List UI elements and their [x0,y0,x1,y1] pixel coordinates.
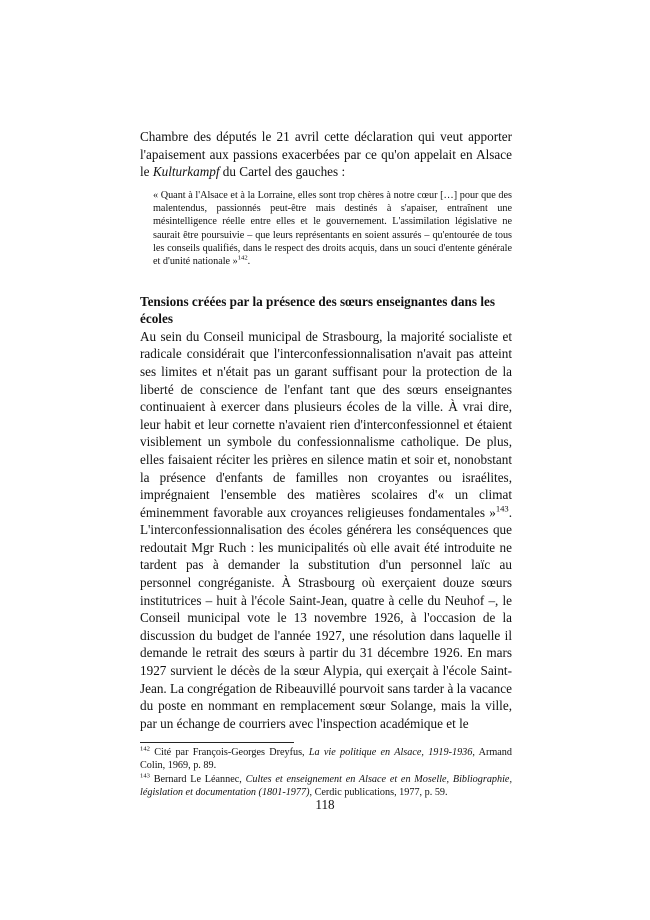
footnote-143 [140,773,512,799]
footnote-text: Cité par François-Georges Dreyfus, [149,747,309,759]
footnote-title: La vie politique en Alsace, 1919-1936 [308,747,473,759]
intro-text-end: du Cartel des gauches : [219,164,346,180]
footnote-text: , Armand Colin, 1969, p. 89. [140,747,512,772]
section-heading: Tensions créées par la présence des sœurs enseignantes dans les écoles [140,293,495,327]
footnote-separator [140,742,294,743]
footnote-text: , Cerdic publications, 1977, p. 59. [309,787,448,799]
paragraph-text-2: . L'interconfessionnalisation des écoles générera les conséquences que redoutait Mgr Ruch : les municipalités où elle avait été introduite ne tardent pas à demander la substitution d'un personnel laïc au personnel congréganiste. À Strasbourg où exerçaient douze sœurs institutrices – huit à l'école Saint-Jean, quatre à celle du Neuhof –, le Conseil municipal vote le 13 novembre 1926, à l'occasion de la discussion du budget de l'année 1927, une résolution dans laquelle il demande le retrait des sœurs à partir du 31 décembre 1926. En mars 1927 survient le décès de la sœur Alypia, qui exerçait à l'école Saint-Jean. La congrégation de Ribeauvillé pourvoit sans tarder à la vacance du poste en nommant en remplacement sœur Solange, mais la ville, par un échange de courriers avec l'inspection académique et le [140,504,512,731]
paragraph-text-1: Au sein du Conseil municipal de Strasbourg, la majorité socialiste et radicale considérait que l'interconfessionnalisation n'avait pas atteint ses limites et n'était pas un garant suffisant pour la protection de la liberté de conscience de l'enfant tant que des sœurs enseignantes continuaient à exercer dans plusieurs écoles de la ville. À vrai dire, leur habit et leur cornette n'avaient rien d'interconfessionnel et étaient visiblement un symbole du confessionnalisme catholique. De plus, elles faisaient réciter les prières en silence matin et soir et, nonobstant la présence d'enfants de familles non croyantes ou israélites, imprégnaient l'ensemble des matières scolaires d'« un climat éminemment favorable aux croyances religieuses fondamentales » [140,328,512,520]
footnote-142 [140,746,512,772]
block-quote [153,189,512,269]
footnote-number: 143 [140,773,150,781]
quote-end: . [247,256,251,268]
page-body [140,128,512,800]
intro-paragraph [140,128,512,181]
page-number: 118 [315,797,335,812]
footnote-ref-143[interactable]: 143 [495,503,509,514]
kulturkampf-term: Kulturkampf [152,164,220,180]
footnote-number: 142 [140,746,150,754]
footnote-title: Cultes et enseignement en Alsace et en Moselle, Bibliographie, législation et documentation (1801-1977) [140,774,512,799]
footnotes [140,746,512,799]
footnote-text: Bernard Le Léannec, [149,774,246,786]
quote-text: « Quant à l'Alsace et à la Lorraine, elles sont trop chères à notre cœur […] pour que des malentendus, passionnés peut-être mais destinés à s'apaiser, entraînent une mésintelligence réelle entre elles et le gouvernement. L'assimilation législative ne saurait être poursuivie – que leurs représentants en soient assurés – qu'entourée de tous les conseils qualifiés, dans le respect des droits acquis, dans un souci d'entente générale et d'unité nationale » [153,189,512,268]
footnote-ref-142[interactable]: 142 [237,254,248,262]
main-paragraph [140,328,512,733]
intro-text: Chambre des députés le 21 avril cette déclaration qui veut apporter l'apaisement aux passions exacerbées par ce qu'on appelait en Alsace le [140,129,512,180]
